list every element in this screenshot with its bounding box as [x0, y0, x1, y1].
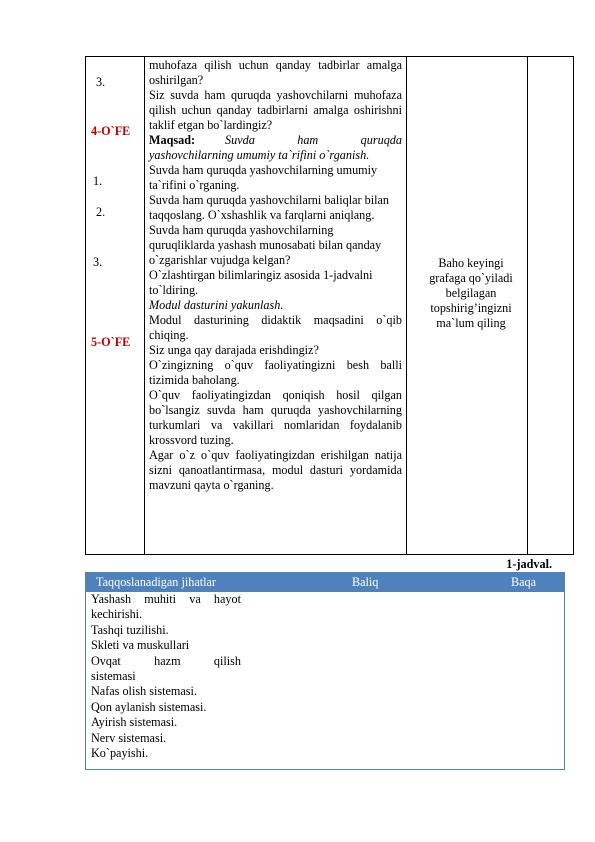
task-text: Modul dasturining didaktik maqsadini o`qib chiqing.	[149, 313, 402, 342]
task-column	[149, 58, 402, 493]
task-text: Suvda ham quruqda yashovchilarni baliqlar bilan taqqoslang. O`xshashlik va farqlarni aniqlang.	[149, 193, 389, 222]
task-text: muhofaza qilish uchun qanday tadbirlar amalga oshirilgan?	[149, 58, 402, 87]
task-text: Suvda ham quruqda yashovchilarning umumiy ta`rifini o`rganing.	[149, 163, 378, 192]
header-cell: Baqa	[511, 575, 537, 589]
table-header	[86, 573, 564, 592]
table-row: Ko`payishi.	[91, 746, 149, 761]
evaluation-text: ma`lum qiling	[436, 316, 506, 330]
table-row: Nafas olish sistemasi.	[91, 684, 197, 699]
task-text: Siz suvda ham quruqda yashovchilarni muhofaza qilish uchun qanday tadbirlarni amalga oshirishni taklif etgan bo`lardingiz?	[149, 88, 402, 132]
header-cell: Taqqoslanadigan jihatlar	[96, 575, 216, 589]
task-text: Modul dasturini yakunlash.	[149, 298, 284, 312]
stage-label: 5-O`FE	[91, 335, 131, 349]
table-row: Yashash muhiti va hayot kechirishi.	[91, 592, 241, 622]
goal-label: Maqsad:	[149, 133, 196, 147]
comparison-rows	[91, 592, 241, 761]
header-cell: Baliq	[352, 575, 379, 589]
task-text: Siz unga qay darajada erishdingiz?	[149, 343, 319, 357]
goal-text: Suvda ham quruqda yashovchilarning umumiy ta`rifini o`rganish.	[149, 133, 402, 162]
table-row: Tashqi tuzilishi.	[91, 622, 169, 637]
table-row: Nerv sistemasi.	[91, 730, 167, 745]
task-text: Agar o`z o`quv faoliyatingizdan erishilgan natija sizni qanoatlantirmasa, modul dasturi yordamida mavzuni qayta o`rganing.	[149, 448, 402, 492]
column-divider	[406, 57, 407, 554]
evaluation-text: topshirig’ingizni	[430, 301, 512, 315]
lesson-table	[85, 56, 574, 555]
table-row: Skleti va muskullari	[91, 638, 190, 653]
step-column	[86, 57, 145, 554]
step-number: 3.	[96, 75, 106, 89]
step-number: 2.	[96, 205, 106, 219]
evaluation-text: belgilagan	[445, 286, 497, 300]
task-text: Suvda ham quruqda yashovchilarning quruqliklarda yashash munosabati bilan qanday o`zgarishlar vujudga kelgan?	[149, 223, 382, 267]
comparison-table	[85, 572, 565, 770]
table-row: Ovqat hazm qilish sistemasi	[91, 653, 241, 684]
task-text: O`zingizning o`quv faoliyatingizni besh balli tizimida baholang.	[149, 358, 402, 387]
step-number: 1.	[93, 174, 103, 188]
task-text: O`quv faoliyatingizdan qoniqish hosil qilgan bo`lsangiz suvda ham quruqda yashovchilarning turkumlari va vakillari nomlaridan foydalanib krossvord tuzing.	[149, 388, 402, 447]
table-row: Qon aylanish sistemasi.	[91, 699, 207, 714]
evaluation-column	[411, 256, 531, 331]
task-text: O`zlashtirgan bilimlaringiz asosida 1-jadvalni to`ldiring.	[149, 268, 373, 297]
step-number: 3.	[93, 255, 103, 269]
table-caption: 1-jadval.	[506, 557, 552, 571]
table-row: Ayirish sistemasi.	[91, 715, 178, 730]
evaluation-text: Baho keyingi	[438, 256, 504, 270]
stage-label: 4-O`FE	[91, 124, 131, 138]
evaluation-text: grafaga qo`yiladi	[429, 271, 513, 285]
